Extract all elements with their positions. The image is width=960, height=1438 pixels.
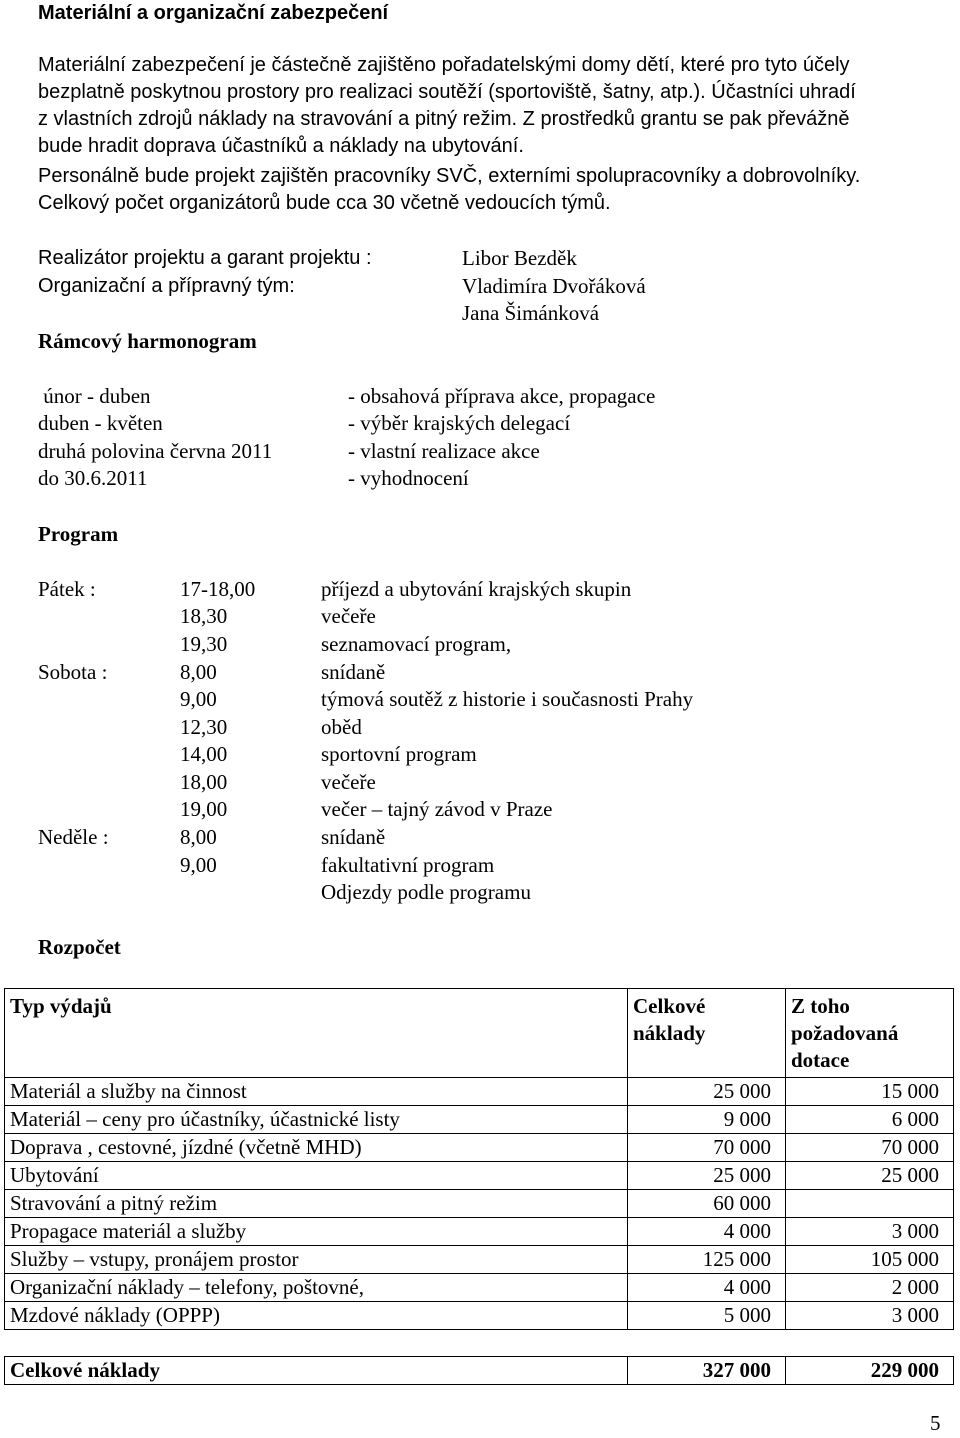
total-cell: 25 000 bbox=[628, 1078, 786, 1106]
header-cell: Z toho požadovaná dotace bbox=[786, 989, 954, 1078]
program-time: 12,30 bbox=[180, 715, 228, 739]
subsidy-cell: 25 000 bbox=[786, 1162, 954, 1190]
program-time: 9,00 bbox=[180, 687, 217, 711]
paragraph-line: Materiální zabezpečení je částečně zajištěno pořadatelskými domy dětí, které pro tyto účely bbox=[38, 54, 850, 76]
program-event: Odjezdy podle programu bbox=[321, 880, 531, 904]
program-time: 9,00 bbox=[180, 853, 217, 877]
total-cell: 4 000 bbox=[628, 1274, 786, 1302]
table-row bbox=[5, 1078, 954, 1106]
table-header-row bbox=[5, 989, 954, 1078]
schedule-period: do 30.6.2011 bbox=[38, 466, 148, 490]
grand-total-cell: 327 000 bbox=[628, 1357, 786, 1385]
spacer-row bbox=[5, 1330, 954, 1357]
schedule-activity: - výběr krajských delegací bbox=[348, 411, 571, 435]
total-cell: 60 000 bbox=[628, 1190, 786, 1218]
program-event: fakultativní program bbox=[321, 853, 495, 877]
program-event: večeře bbox=[321, 770, 376, 794]
subsidy-cell bbox=[786, 1190, 954, 1218]
subsidy-cell: 6 000 bbox=[786, 1106, 954, 1134]
table-row bbox=[5, 1134, 954, 1162]
program-event: týmová soutěž z historie i současnosti Prahy bbox=[321, 687, 694, 711]
total-cell: 70 000 bbox=[628, 1134, 786, 1162]
paragraph-line: Personálně bude projekt zajištěn pracovníky SVČ, externími spolupracovníky a dobrovolníky. bbox=[38, 165, 861, 187]
team-member: Jana Šimánková bbox=[462, 301, 600, 325]
paragraph-line: bezplatně poskytnou prostory pro realizaci soutěží (sportoviště, šatny, atp.). Účastníci uhradí bbox=[38, 81, 856, 103]
program-event: oběd bbox=[321, 715, 362, 739]
item-cell: Organizační náklady – telefony, poštovné, bbox=[5, 1274, 628, 1302]
schedule-period: únor - duben bbox=[38, 384, 151, 408]
total-cell: 125 000 bbox=[628, 1246, 786, 1274]
program-day: Pátek : bbox=[38, 577, 96, 601]
item-cell: Materiál – ceny pro účastníky, účastnické listy bbox=[5, 1106, 628, 1134]
section-title: Materiální a organizační zabezpečení bbox=[38, 2, 389, 24]
garant-label: Realizátor projektu a garant projektu : bbox=[38, 247, 372, 269]
program-day: Sobota : bbox=[38, 660, 108, 684]
subsidy-cell: 3 000 bbox=[786, 1302, 954, 1330]
table-row bbox=[5, 1162, 954, 1190]
table-row bbox=[5, 1302, 954, 1330]
program-time: 8,00 bbox=[180, 825, 217, 849]
schedule-activity: - vlastní realizace akce bbox=[348, 439, 540, 463]
table-row bbox=[5, 1190, 954, 1218]
subsidy-cell: 3 000 bbox=[786, 1218, 954, 1246]
table-row bbox=[5, 1106, 954, 1134]
paragraph-line: Celkový počet organizátorů bude cca 30 včetně vedoucích týmů. bbox=[38, 192, 611, 214]
subsidy-cell: 70 000 bbox=[786, 1134, 954, 1162]
program-event: sportovní program bbox=[321, 742, 477, 766]
paragraph-line: z vlastních zdrojů náklady na stravování a pitný režim. Z prostředků grantu se pak převážně bbox=[38, 108, 850, 130]
total-cell: 9 000 bbox=[628, 1106, 786, 1134]
table-row bbox=[5, 1246, 954, 1274]
team-label: Organizační a přípravný tým: bbox=[38, 275, 295, 297]
team-member: Vladimíra Dvořáková bbox=[462, 274, 646, 298]
spacer-cell bbox=[5, 1330, 628, 1357]
program-event: snídaně bbox=[321, 660, 386, 684]
schedule-period: duben - květen bbox=[38, 411, 163, 435]
program-time: 17-18,00 bbox=[180, 577, 256, 601]
program-event: snídaně bbox=[321, 825, 386, 849]
program-time: 19,00 bbox=[180, 797, 228, 821]
spacer-cell bbox=[628, 1330, 786, 1357]
program-time: 19,30 bbox=[180, 632, 228, 656]
paragraph-line: bude hradit doprava účastníků a náklady na ubytování. bbox=[38, 135, 524, 157]
program-event: příjezd a ubytování krajských skupin bbox=[321, 577, 632, 601]
grand-subsidy-cell: 229 000 bbox=[786, 1357, 954, 1385]
program-event: večeře bbox=[321, 604, 376, 628]
page-number: 5 bbox=[930, 1411, 941, 1435]
program-time: 14,00 bbox=[180, 742, 228, 766]
schedule-activity: - obsahová příprava akce, propagace bbox=[348, 384, 656, 408]
program-event: večer – tajný závod v Praze bbox=[321, 797, 553, 821]
team-member: Libor Bezděk bbox=[462, 246, 577, 270]
subsidy-cell: 105 000 bbox=[786, 1246, 954, 1274]
budget-title: Rozpočet bbox=[38, 935, 121, 959]
schedule-period: druhá polovina června 2011 bbox=[38, 439, 273, 463]
item-cell: Mzdové náklady (OPPP) bbox=[5, 1302, 628, 1330]
schedule-title: Rámcový harmonogram bbox=[38, 329, 257, 353]
table-total-row bbox=[5, 1357, 954, 1385]
header-cell: Celkové náklady bbox=[628, 989, 786, 1078]
program-time: 18,30 bbox=[180, 604, 228, 628]
total-label-cell: Celkové náklady bbox=[5, 1357, 628, 1385]
program-event: seznamovací program, bbox=[321, 632, 512, 656]
schedule-activity: - vyhodnocení bbox=[348, 466, 469, 490]
item-cell: Ubytování bbox=[5, 1162, 628, 1190]
spacer-cell bbox=[786, 1330, 954, 1357]
total-cell: 4 000 bbox=[628, 1218, 786, 1246]
item-cell: Doprava , cestovné, jízdné (včetně MHD) bbox=[5, 1134, 628, 1162]
subsidy-cell: 2 000 bbox=[786, 1274, 954, 1302]
program-time: 8,00 bbox=[180, 660, 217, 684]
table-row bbox=[5, 1218, 954, 1246]
item-cell: Služby – vstupy, pronájem prostor bbox=[5, 1246, 628, 1274]
item-cell: Materiál a služby na činnost bbox=[5, 1078, 628, 1106]
program-time: 18,00 bbox=[180, 770, 228, 794]
budget-table bbox=[4, 988, 954, 1385]
header-cell: Typ výdajů bbox=[5, 989, 628, 1078]
item-cell: Stravování a pitný režim bbox=[5, 1190, 628, 1218]
item-cell: Propagace materiál a služby bbox=[5, 1218, 628, 1246]
total-cell: 5 000 bbox=[628, 1302, 786, 1330]
table-row bbox=[5, 1274, 954, 1302]
program-title: Program bbox=[38, 522, 119, 546]
total-cell: 25 000 bbox=[628, 1162, 786, 1190]
program-day: Neděle : bbox=[38, 825, 109, 849]
subsidy-cell: 15 000 bbox=[786, 1078, 954, 1106]
